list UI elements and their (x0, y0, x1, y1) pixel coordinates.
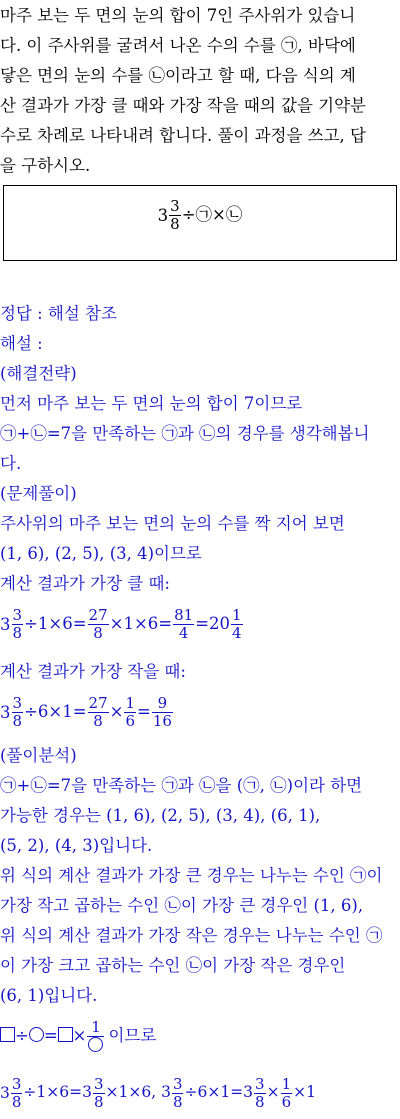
final-n1: 3 (11, 1074, 22, 1093)
square-symbol (0, 1027, 15, 1042)
min-b-den: 8 (93, 712, 103, 730)
rule-t3: × (72, 1026, 87, 1045)
expr-fraction (169, 198, 181, 233)
min-a-whole: 3 (0, 702, 11, 722)
final-f1 (11, 1076, 23, 1111)
expr-numerator: 3 (170, 197, 180, 215)
max-t3: =20 (195, 614, 231, 633)
problem-line-3: 닿은 면의 눈의 수를 ㉡이라고 할 때, 다음 식의 계 (0, 66, 356, 85)
rule-t1: ÷ (15, 1026, 29, 1045)
max-d-den: 4 (232, 624, 242, 642)
min-c-num: 1 (125, 694, 135, 712)
max-calculation (0, 600, 244, 649)
min-label: 계산 결과가 가장 작을 때: (0, 662, 186, 681)
answer-line: 정답 : 해설 참조 (0, 304, 117, 323)
solve-line-1: 주사위의 마주 보는 면의 눈의 수를 짝 지어 보면 (0, 514, 345, 533)
final-t1: ÷1×6=3 (23, 1083, 92, 1101)
min-t1: ÷6×1= (24, 702, 87, 721)
max-d-frac (231, 607, 243, 642)
strategy-line-2: ㉠+㉡=7을 만족하는 ㉠과 ㉡의 경우를 생각해봅니 (0, 424, 370, 443)
strategy-label: (해결전략) (0, 364, 77, 383)
final-f4 (254, 1076, 266, 1111)
circle-symbol (29, 1027, 44, 1042)
analysis-line-4: 위 식의 계산 결과가 가장 큰 경우는 나누는 수인 ㉠이 (0, 866, 383, 885)
analysis-line-3: (5, 2), (4, 3)입니다. (0, 836, 153, 855)
analysis-line-6: 위 식의 계산 결과가 가장 작은 경우는 나누는 수인 ㉠ (0, 926, 383, 945)
max-a-frac (12, 607, 24, 642)
final-d1: 8 (11, 1092, 22, 1111)
problem-line-1: 마주 보는 두 면의 눈의 합이 7인 주사위가 있습니 (0, 6, 356, 25)
final-calculation (0, 1068, 316, 1117)
expr-whole: 3 (157, 205, 169, 225)
final-n4: 3 (255, 1074, 265, 1093)
expr-rest: ÷㉠×㉡ (181, 205, 243, 224)
min-b-frac (88, 695, 109, 730)
expr-denominator: 8 (170, 215, 180, 233)
max-d-num: 1 (232, 606, 242, 624)
expression-box (3, 185, 397, 261)
min-b-num: 27 (88, 694, 108, 712)
square-symbol (58, 1027, 73, 1042)
final-t2: ×1×6, 3 (105, 1083, 171, 1101)
problem-expression (4, 198, 396, 233)
max-c-frac (173, 607, 194, 642)
problem-line-2: 다. 이 주사위를 굴려서 나온 수의 수를 ㉠, 바닥에 (0, 36, 356, 55)
max-a-whole: 3 (0, 614, 11, 634)
min-d-den: 16 (152, 712, 172, 730)
analysis-line-8: (6, 1)입니다. (0, 986, 98, 1005)
problem-line-5: 수로 차례로 나타내려 합니다. 풀이 과정을 쓰고, 답 (0, 126, 366, 145)
analysis-line-7: 이 가장 크고 곱하는 수인 ㉡이 가장 작은 경우인 (0, 956, 346, 975)
rule-frac (87, 1019, 104, 1055)
analysis-line-2: 가능한 경우는 (1, 6), (2, 5), (3, 4), (6, 1), (0, 806, 321, 825)
final-t3: ÷6×1=3 (184, 1083, 254, 1101)
final-d2: 8 (93, 1092, 104, 1111)
min-a-num: 3 (12, 694, 23, 712)
final-f5 (281, 1076, 293, 1111)
rule-den (87, 1037, 104, 1055)
final-w1: 3 (0, 1084, 10, 1102)
final-t4: × (266, 1083, 280, 1101)
explanation-header: 해설 : (0, 334, 43, 353)
min-c-frac (124, 695, 136, 730)
final-d3: 8 (172, 1092, 183, 1111)
analysis-line-1: ㉠+㉡=7을 만족하는 ㉠과 ㉡을 (㉠, ㉡)이라 하면 (0, 776, 363, 795)
min-t3: = (137, 702, 151, 721)
analysis-line-5: 가장 작고 곱하는 수인 ㉡이 가장 큰 경우인 (1, 6), (0, 896, 364, 915)
rule-t4: 이므로 (108, 1026, 157, 1045)
min-d-frac (152, 695, 173, 730)
max-label: 계산 결과가 가장 클 때: (0, 574, 170, 593)
rule-t2: = (43, 1026, 58, 1045)
strategy-line-3: 다. (0, 454, 22, 473)
final-f3 (172, 1076, 184, 1111)
analysis-label: (풀이분석) (0, 746, 77, 765)
max-b-frac (88, 607, 109, 642)
max-c-den: 4 (178, 624, 189, 642)
max-c-num: 81 (174, 606, 194, 624)
max-b-num: 27 (88, 606, 108, 624)
problem-line-4: 산 결과가 가장 클 때와 가장 작을 때의 값을 기약분 (0, 96, 366, 115)
final-d5: 6 (281, 1092, 292, 1111)
final-n2: 3 (93, 1074, 104, 1093)
min-calculation (0, 688, 174, 737)
min-t2: × (109, 702, 124, 721)
min-a-frac (12, 695, 24, 730)
min-a-den: 8 (12, 712, 23, 730)
solve-line-2: (1, 6), (2, 5), (3, 4)이므로 (0, 544, 202, 563)
max-a-num: 3 (12, 606, 23, 624)
final-f2 (93, 1076, 105, 1111)
max-t2: ×1×6= (109, 614, 173, 633)
final-n3: 3 (172, 1074, 183, 1093)
min-c-den: 6 (125, 712, 135, 730)
min-d-num: 9 (152, 695, 173, 713)
rule-num: 1 (87, 1019, 104, 1037)
rule-line (0, 1012, 156, 1060)
final-d4: 8 (255, 1092, 265, 1111)
max-a-den: 8 (12, 624, 23, 642)
final-n5: 1 (281, 1074, 292, 1093)
strategy-line-1: 먼저 마주 보는 두 면의 눈의 합이 7이므로 (0, 394, 303, 413)
max-t1: ÷1×6= (24, 614, 87, 633)
circle-symbol (88, 1037, 103, 1052)
solve-label: (문제풀이) (0, 484, 77, 503)
final-t5: ×1 (293, 1083, 316, 1101)
max-b-den: 8 (93, 624, 103, 642)
problem-line-6: 을 구하시오. (0, 156, 91, 175)
